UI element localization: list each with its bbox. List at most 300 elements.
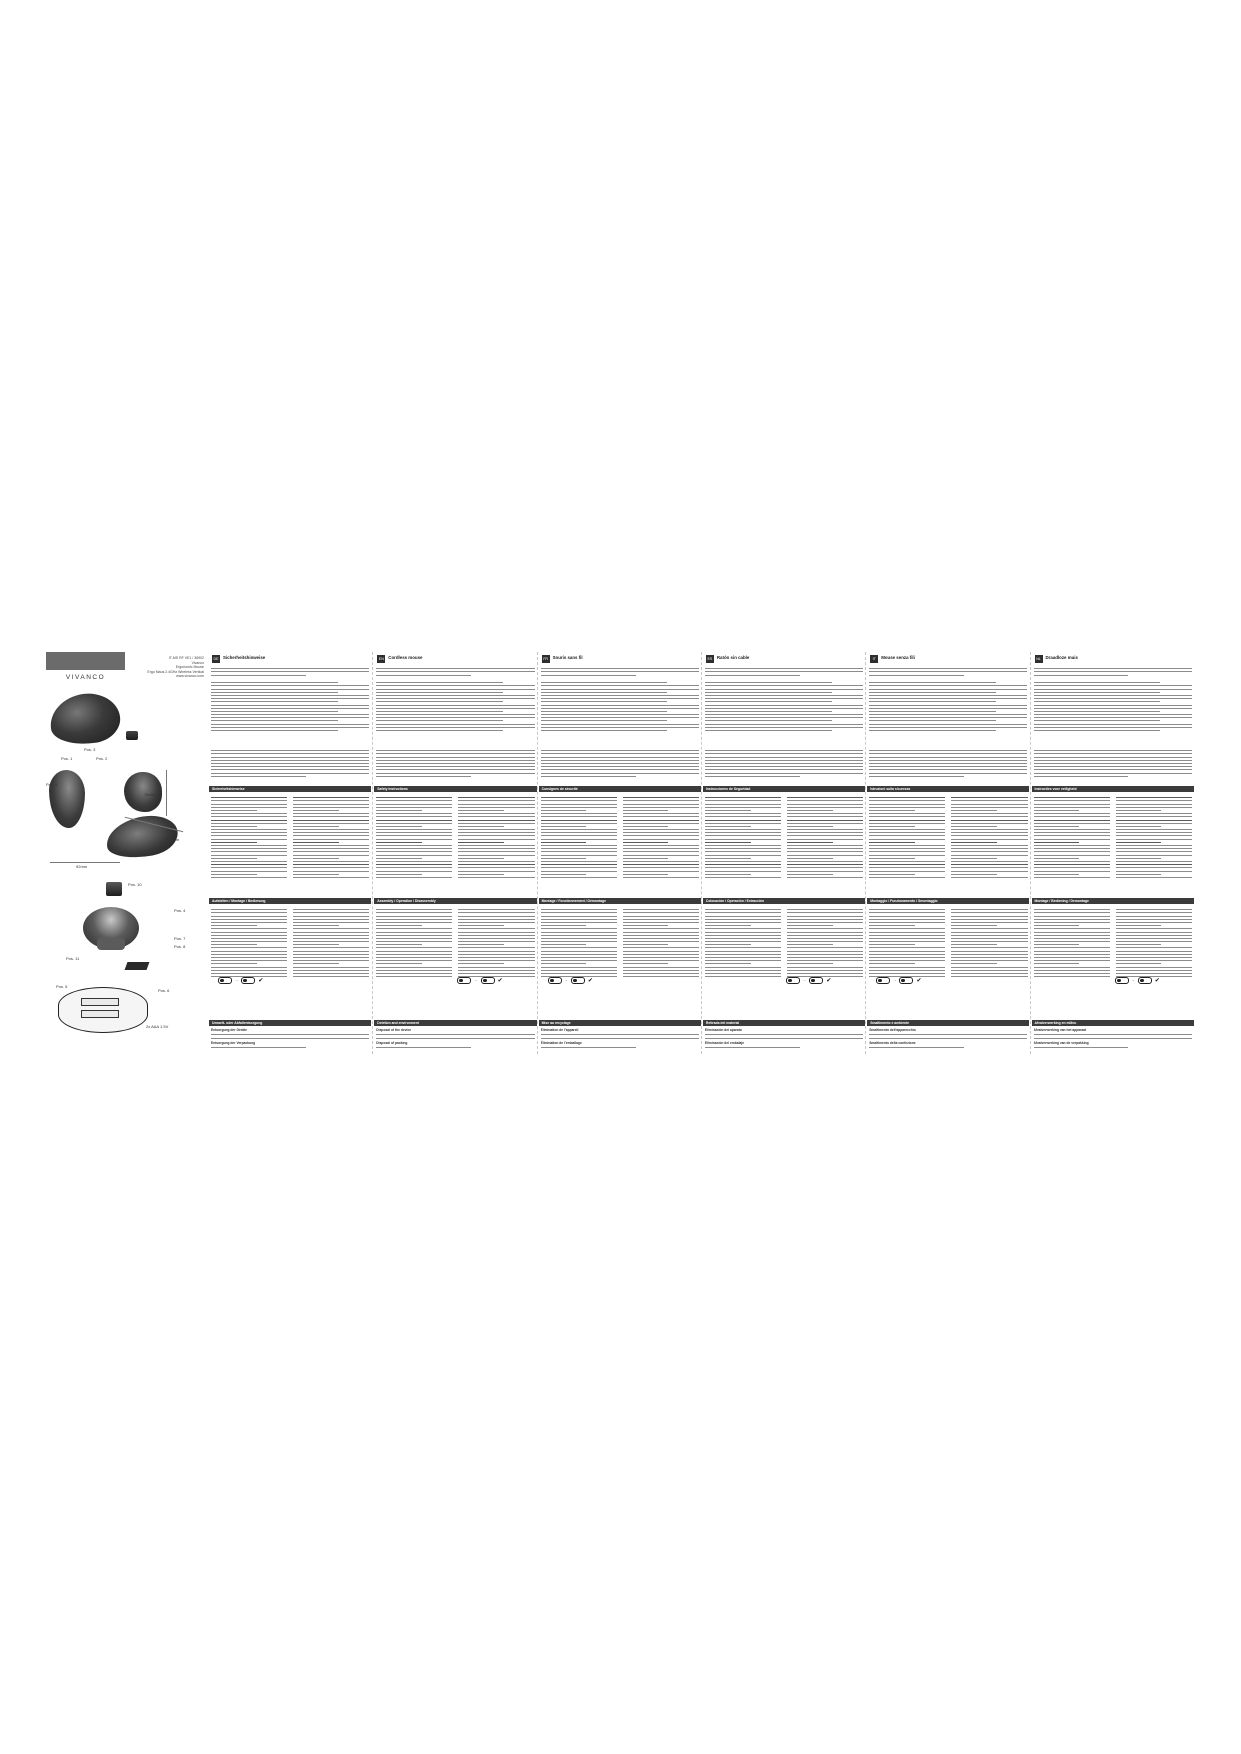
callout-pos10: Pos. 10 bbox=[128, 882, 142, 887]
text-line bbox=[787, 973, 863, 974]
dimension-height: 76mm bbox=[144, 792, 156, 797]
text-line bbox=[869, 826, 915, 827]
text-line bbox=[951, 912, 1027, 913]
language-panel-it bbox=[865, 652, 1030, 1054]
assembly-header: Aufstellen / Montage / Bedienung bbox=[209, 898, 371, 904]
text-line bbox=[376, 835, 452, 836]
text-line bbox=[541, 916, 617, 917]
disposal-device-title: Smaltimento dell'apparecchio bbox=[869, 1028, 916, 1032]
text-line bbox=[458, 839, 534, 840]
spec-line bbox=[1034, 711, 1161, 712]
text-line bbox=[951, 970, 1027, 971]
text-line bbox=[869, 1047, 964, 1048]
spec-line bbox=[705, 724, 863, 725]
arrow-icon: → bbox=[802, 978, 807, 983]
assembly-columns bbox=[869, 907, 1027, 1017]
text-line bbox=[1116, 874, 1162, 875]
text-line bbox=[1034, 820, 1110, 821]
text-line bbox=[376, 938, 452, 939]
text-line bbox=[1034, 750, 1192, 751]
text-line bbox=[541, 769, 699, 770]
text-line bbox=[787, 867, 863, 868]
text-line bbox=[623, 826, 669, 827]
text-line bbox=[1116, 967, 1192, 968]
text-line bbox=[376, 671, 534, 672]
text-line bbox=[623, 867, 699, 868]
text-line bbox=[211, 675, 306, 676]
text-line bbox=[623, 851, 699, 852]
spec-line bbox=[1034, 717, 1192, 718]
text-line bbox=[541, 842, 587, 843]
text-line bbox=[293, 804, 369, 805]
text-line bbox=[705, 766, 863, 767]
safety-columns bbox=[705, 795, 863, 895]
spec-line bbox=[1034, 708, 1192, 709]
text-line bbox=[211, 842, 257, 843]
spec-line bbox=[869, 727, 1027, 728]
text-line bbox=[705, 842, 751, 843]
text-line bbox=[951, 851, 1027, 852]
text-line bbox=[376, 675, 471, 676]
brand-bar bbox=[46, 652, 125, 670]
assembly-header: Montage / Fonctionnement / Démontage bbox=[539, 898, 701, 904]
text-line bbox=[1116, 864, 1192, 865]
text-line bbox=[211, 776, 306, 777]
intro-text bbox=[541, 666, 699, 678]
text-line bbox=[376, 960, 452, 961]
text-line bbox=[869, 935, 945, 936]
text-line bbox=[1034, 932, 1110, 933]
conformity-text bbox=[705, 748, 863, 779]
text-line bbox=[623, 810, 669, 811]
text-line bbox=[787, 941, 863, 942]
text-line bbox=[541, 963, 587, 964]
text-line bbox=[705, 909, 781, 910]
assembly-column bbox=[293, 907, 369, 1017]
disposal-text bbox=[1034, 1028, 1192, 1051]
text-line bbox=[376, 753, 534, 754]
language-panel-fr bbox=[537, 652, 702, 1054]
text-line bbox=[211, 941, 287, 942]
text-line bbox=[705, 835, 781, 836]
disposal-packing-title: Élimination de l'emballage bbox=[540, 1040, 582, 1045]
text-line bbox=[705, 757, 863, 758]
text-line bbox=[623, 855, 699, 856]
assembly-columns bbox=[211, 907, 369, 1017]
text-line bbox=[1034, 753, 1192, 754]
text-line bbox=[951, 804, 1027, 805]
language-badge: IT bbox=[870, 655, 878, 663]
switch-off-icon bbox=[1115, 977, 1129, 984]
text-line bbox=[705, 916, 781, 917]
text-line bbox=[1116, 855, 1192, 856]
text-line bbox=[705, 947, 781, 948]
text-line bbox=[293, 820, 369, 821]
text-line bbox=[951, 938, 1027, 939]
text-line bbox=[458, 944, 504, 945]
text-line bbox=[376, 757, 534, 758]
text-line bbox=[376, 944, 422, 945]
text-line bbox=[869, 832, 945, 833]
safety-columns bbox=[211, 795, 369, 895]
text-line bbox=[376, 820, 452, 821]
text-line bbox=[705, 1038, 863, 1039]
text-line bbox=[623, 839, 699, 840]
text-line bbox=[376, 769, 534, 770]
brand-logo: VIVANCO bbox=[65, 674, 106, 681]
text-line bbox=[541, 671, 699, 672]
language-badge: DE bbox=[213, 657, 219, 661]
text-line bbox=[951, 800, 1027, 801]
text-line bbox=[376, 928, 452, 929]
text-line bbox=[541, 675, 636, 676]
text-line bbox=[211, 916, 287, 917]
text-line bbox=[787, 916, 863, 917]
text-line bbox=[1034, 871, 1110, 872]
text-line bbox=[211, 797, 287, 798]
text-line bbox=[1034, 816, 1110, 817]
text-line bbox=[951, 871, 1027, 872]
text-line bbox=[951, 829, 1027, 830]
text-line bbox=[1034, 842, 1080, 843]
safety-column bbox=[541, 795, 617, 895]
spec-line bbox=[376, 701, 503, 702]
text-line bbox=[541, 851, 617, 852]
text-line bbox=[705, 967, 781, 968]
text-line bbox=[1034, 867, 1110, 868]
text-line bbox=[1116, 951, 1192, 952]
switch-off-icon bbox=[457, 977, 471, 984]
spec-line bbox=[705, 727, 863, 728]
text-line bbox=[623, 804, 699, 805]
text-line bbox=[458, 871, 534, 872]
battery-cell-2 bbox=[81, 1010, 119, 1018]
text-line bbox=[458, 970, 534, 971]
text-line bbox=[1116, 922, 1192, 923]
text-line bbox=[1034, 922, 1110, 923]
text-line bbox=[623, 829, 699, 830]
spec-line bbox=[211, 708, 369, 709]
callout-pos1: Pos. 1 bbox=[61, 756, 73, 761]
dimension-line-width bbox=[50, 862, 120, 863]
text-line bbox=[869, 835, 945, 836]
text-line bbox=[1116, 848, 1192, 849]
language-badge: ES bbox=[707, 657, 713, 661]
text-line bbox=[211, 848, 287, 849]
text-line bbox=[787, 874, 833, 875]
text-line bbox=[376, 973, 452, 974]
text-line bbox=[1034, 954, 1110, 955]
text-line bbox=[869, 776, 964, 777]
checkmark-icon: ✔ bbox=[258, 978, 264, 984]
text-line bbox=[705, 1034, 863, 1035]
text-line bbox=[293, 925, 339, 926]
safety-columns bbox=[869, 795, 1027, 895]
mouse-pad-image bbox=[125, 962, 150, 970]
text-line bbox=[376, 947, 452, 948]
text-line bbox=[541, 835, 617, 836]
text-line bbox=[869, 867, 945, 868]
text-line bbox=[869, 750, 1027, 751]
conformity-text bbox=[869, 748, 1027, 779]
text-line bbox=[293, 871, 369, 872]
text-line bbox=[869, 800, 945, 801]
text-line bbox=[376, 864, 452, 865]
text-line bbox=[869, 957, 945, 958]
spec-line bbox=[541, 727, 699, 728]
text-line bbox=[1034, 826, 1080, 827]
text-line bbox=[293, 951, 369, 952]
text-line bbox=[211, 668, 369, 669]
text-line bbox=[623, 922, 699, 923]
text-line bbox=[951, 823, 1027, 824]
text-line bbox=[1116, 816, 1192, 817]
text-line bbox=[869, 823, 945, 824]
spec-line bbox=[1034, 695, 1192, 696]
text-line bbox=[623, 954, 699, 955]
text-line bbox=[1116, 842, 1162, 843]
text-line bbox=[869, 925, 915, 926]
safety-header: Consignes de sécurité bbox=[539, 786, 701, 792]
text-line bbox=[705, 973, 781, 974]
text-line bbox=[1034, 763, 1192, 764]
spec-line bbox=[211, 689, 369, 690]
arrow-icon: → bbox=[235, 978, 239, 983]
text-line bbox=[293, 963, 339, 964]
text-line bbox=[869, 947, 945, 948]
spec-line bbox=[376, 695, 534, 696]
text-line bbox=[705, 671, 863, 672]
text-line bbox=[787, 810, 833, 811]
assembly-column bbox=[541, 907, 617, 1017]
assembly-column bbox=[623, 907, 699, 1017]
switch-on-icon bbox=[1138, 977, 1152, 984]
text-line bbox=[1116, 820, 1192, 821]
text-line bbox=[541, 954, 617, 955]
text-line bbox=[1034, 938, 1110, 939]
assembly-columns bbox=[705, 907, 863, 1017]
product-url: www.vivanco.com bbox=[176, 674, 204, 679]
text-line bbox=[376, 922, 452, 923]
safety-column bbox=[293, 795, 369, 895]
safety-header: Instructies voor veiligheid bbox=[1032, 786, 1194, 792]
text-line bbox=[1116, 797, 1192, 798]
text-line bbox=[1116, 807, 1192, 808]
panel-title-row bbox=[210, 654, 370, 664]
text-line bbox=[869, 922, 945, 923]
disposal-header: Smaltimento e ambiente bbox=[867, 1020, 1029, 1026]
text-line bbox=[951, 816, 1027, 817]
safety-column bbox=[787, 795, 863, 895]
callout-pos9: Pos. 9 bbox=[46, 782, 58, 787]
spec-line bbox=[869, 695, 1027, 696]
text-line bbox=[293, 826, 339, 827]
assembly-column bbox=[458, 907, 534, 1017]
assembly-column bbox=[376, 907, 452, 1017]
spec-line bbox=[869, 724, 1027, 725]
text-line bbox=[869, 954, 945, 955]
safety-header: Sicherheitshinweise bbox=[209, 786, 371, 792]
safety-column bbox=[376, 795, 452, 895]
text-line bbox=[623, 935, 699, 936]
text-line bbox=[458, 877, 534, 878]
text-line bbox=[705, 810, 751, 811]
text-line bbox=[705, 925, 751, 926]
text-line bbox=[623, 820, 699, 821]
panel-title: Sicherheitshinweise bbox=[223, 655, 266, 660]
text-line bbox=[951, 909, 1027, 910]
text-line bbox=[293, 941, 369, 942]
text-line bbox=[541, 919, 617, 920]
text-line bbox=[293, 816, 369, 817]
text-line bbox=[623, 816, 699, 817]
text-line bbox=[211, 807, 287, 808]
spec-line bbox=[376, 724, 534, 725]
safety-columns bbox=[1034, 795, 1192, 895]
receiver-detail-image bbox=[106, 882, 122, 896]
spec-line bbox=[705, 705, 863, 706]
power-switch-diagram bbox=[218, 977, 263, 984]
text-line bbox=[787, 967, 863, 968]
text-line bbox=[211, 960, 287, 961]
text-line bbox=[1034, 855, 1110, 856]
text-line bbox=[211, 1034, 369, 1035]
text-line bbox=[951, 813, 1027, 814]
text-line bbox=[541, 874, 587, 875]
text-line bbox=[211, 925, 257, 926]
text-line bbox=[376, 858, 422, 859]
text-line bbox=[211, 855, 287, 856]
product-overview-panel bbox=[46, 652, 208, 1054]
text-line bbox=[1034, 935, 1110, 936]
text-line bbox=[1116, 970, 1192, 971]
spec-line bbox=[541, 705, 699, 706]
text-line bbox=[211, 957, 287, 958]
text-line bbox=[541, 973, 617, 974]
text-line bbox=[705, 1047, 800, 1048]
text-line bbox=[1034, 668, 1192, 669]
text-line bbox=[541, 864, 617, 865]
intro-text bbox=[376, 666, 534, 678]
text-line bbox=[623, 877, 699, 878]
text-line bbox=[458, 967, 534, 968]
text-line bbox=[623, 957, 699, 958]
text-line bbox=[293, 858, 339, 859]
text-line bbox=[458, 941, 534, 942]
text-line bbox=[623, 941, 699, 942]
text-line bbox=[293, 855, 369, 856]
text-line bbox=[869, 909, 945, 910]
text-line bbox=[951, 858, 997, 859]
spec-line bbox=[376, 705, 534, 706]
text-line bbox=[705, 867, 781, 868]
spec-line bbox=[869, 730, 996, 731]
text-line bbox=[458, 947, 534, 948]
spec-line bbox=[1034, 724, 1192, 725]
assembly-header: Colocación / Operación / Extracción bbox=[703, 898, 865, 904]
text-line bbox=[787, 912, 863, 913]
text-line bbox=[458, 861, 534, 862]
text-line bbox=[541, 773, 699, 774]
assembly-columns bbox=[1034, 907, 1192, 1017]
text-line bbox=[541, 832, 617, 833]
text-line bbox=[951, 877, 1027, 878]
assembly-column bbox=[705, 907, 781, 1017]
text-line bbox=[541, 813, 617, 814]
text-line bbox=[705, 877, 781, 878]
text-line bbox=[211, 845, 287, 846]
text-line bbox=[293, 835, 369, 836]
spec-line bbox=[211, 698, 369, 699]
text-line bbox=[211, 810, 257, 811]
spec-line bbox=[541, 701, 668, 702]
text-line bbox=[541, 839, 617, 840]
text-line bbox=[293, 800, 369, 801]
spec-line bbox=[869, 711, 996, 712]
text-line bbox=[623, 797, 699, 798]
spec-line bbox=[211, 682, 338, 683]
text-line bbox=[458, 928, 534, 929]
spec-line bbox=[541, 708, 699, 709]
dimension-length: 118mm bbox=[166, 837, 180, 842]
text-line bbox=[376, 935, 452, 936]
text-line bbox=[1034, 766, 1192, 767]
text-line bbox=[293, 829, 369, 830]
switch-off-icon bbox=[548, 977, 562, 984]
text-line bbox=[787, 835, 863, 836]
spec-line bbox=[705, 730, 832, 731]
text-line bbox=[1116, 960, 1192, 961]
spec-line bbox=[1034, 692, 1161, 693]
safety-columns bbox=[541, 795, 699, 895]
intro-text bbox=[1034, 666, 1192, 678]
text-line bbox=[951, 963, 997, 964]
switch-on-icon bbox=[809, 977, 823, 984]
arrow-icon: → bbox=[474, 978, 478, 983]
disposal-text bbox=[211, 1028, 369, 1051]
text-line bbox=[376, 919, 452, 920]
spec-line bbox=[211, 705, 369, 706]
text-line bbox=[623, 845, 699, 846]
text-line bbox=[951, 839, 1027, 840]
text-line bbox=[1034, 1047, 1129, 1048]
text-line bbox=[705, 832, 781, 833]
callout-pos2: Pos. 2 bbox=[96, 756, 108, 761]
text-line bbox=[869, 839, 945, 840]
text-line bbox=[541, 750, 699, 751]
text-line bbox=[1034, 963, 1080, 964]
text-line bbox=[869, 858, 915, 859]
text-line bbox=[869, 919, 945, 920]
text-line bbox=[211, 753, 369, 754]
text-line bbox=[705, 954, 781, 955]
text-line bbox=[458, 804, 534, 805]
text-line bbox=[705, 668, 863, 669]
text-line bbox=[705, 858, 751, 859]
text-line bbox=[1116, 877, 1192, 878]
text-line bbox=[705, 753, 863, 754]
text-line bbox=[211, 871, 287, 872]
text-line bbox=[376, 861, 452, 862]
disposal-device-title: Élimination de l'appareil bbox=[540, 1028, 579, 1032]
text-line bbox=[541, 932, 617, 933]
text-line bbox=[293, 932, 369, 933]
text-line bbox=[541, 912, 617, 913]
text-line bbox=[869, 861, 945, 862]
text-line bbox=[1034, 769, 1192, 770]
text-line bbox=[787, 871, 863, 872]
text-line bbox=[376, 823, 452, 824]
